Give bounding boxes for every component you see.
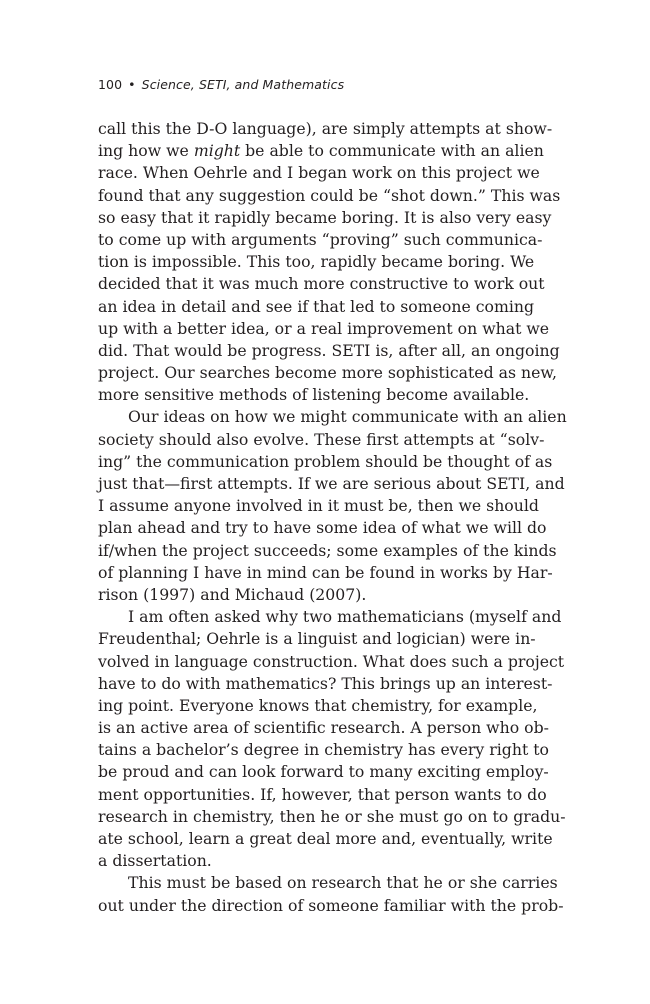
text-line-segment: society should also evolve. These first attempts at “solv- (98, 429, 545, 449)
text-line-segment: tains a bachelor’s degree in chemistry has every right to (98, 740, 549, 760)
text-line-segment: project. Our searches become more sophisticated as new, (98, 363, 557, 383)
text-line (98, 340, 560, 362)
text-line-segment: rison (1997) and Michaud (2007). (98, 584, 367, 604)
text-line-segment: ing how we (98, 141, 194, 161)
text-line-segment: Freudenthal; Oehrle is a linguist and logician) were in- (98, 629, 536, 649)
text-line (98, 185, 561, 207)
text-line-segment: did. That would be progress. SETI is, after all, an ongoing (98, 340, 560, 360)
text-line (98, 828, 553, 850)
text-line (98, 895, 564, 917)
text-line (98, 495, 539, 517)
text-line-segment: ate school, learn a great deal more and, eventually, write (98, 829, 553, 848)
text-line (98, 651, 565, 673)
text-line (98, 628, 536, 650)
text-line (98, 362, 557, 384)
text-line-segment: be able to communicate with an alien (240, 141, 544, 161)
text-line (98, 207, 552, 229)
text-line-segment: out under the direction of someone familiar with the prob- (98, 895, 564, 915)
page-number: 100 (98, 77, 123, 92)
text-line-segment: if/when the project succeeds; some examples of the kinds (98, 540, 557, 560)
text-line (98, 451, 553, 473)
text-line-segment: an idea in detail and see if that led to someone coming (98, 296, 534, 316)
text-line-segment: research in chemistry, then he or she must go on to gradu- (98, 806, 566, 826)
text-line (98, 717, 549, 739)
running-head-title: Science, SETI, and Mathematics (141, 77, 345, 92)
text-line-segment: call this the D-O language), are simply attempts at show- (98, 119, 553, 138)
text-line (98, 806, 566, 828)
text-line (98, 429, 545, 451)
text-line (98, 251, 535, 273)
text-line-segment: ing” the communication problem should be thought of as (98, 451, 553, 471)
running-head-separator: • (128, 77, 136, 92)
text-line (98, 850, 532, 872)
text-line-segment: ing point. Everyone knows that chemistry, for example, (98, 695, 538, 715)
text-line-segment: just that—first attempts. If we are serious about SETI, and (98, 474, 565, 493)
text-line-segment: a dissertation. (98, 851, 212, 871)
text-line-segment: is an active area of scientific research. A person who ob- (98, 718, 549, 738)
text-line (98, 784, 547, 806)
text-line-segment: found that any suggestion could be “shot down.” This was (98, 185, 561, 205)
emphasis-text: might (193, 141, 241, 161)
text-line-segment: decided that it was much more constructive to work out (98, 274, 545, 294)
body-text (98, 118, 567, 917)
text-line-segment: I am often asked why two mathematicians (myself and (128, 607, 562, 627)
text-line-segment: more sensitive methods of listening become available. (98, 385, 530, 405)
text-line-segment: of planning I have in mind can be found in works by Har- (98, 562, 553, 582)
text-line (98, 162, 540, 184)
text-line (98, 384, 532, 406)
running-head (98, 77, 344, 92)
text-line-segment: volved in language construction. What does such a project (98, 651, 565, 671)
text-line (98, 140, 544, 162)
text-line-segment: Our ideas on how we might communicate with an alien (128, 407, 567, 427)
text-line-segment: to come up with arguments “proving” such communica- (98, 229, 543, 249)
text-line (98, 229, 543, 251)
text-line (98, 673, 553, 695)
text-line (98, 872, 558, 894)
text-line (98, 517, 547, 539)
text-line-segment: so easy that it rapidly became boring. It is also very easy (98, 207, 552, 227)
text-line-segment: I assume anyone involved in it must be, then we should (98, 496, 539, 516)
text-line (98, 695, 538, 717)
text-line (98, 473, 565, 495)
text-line-segment: ment opportunities. If, however, that person wants to do (98, 784, 547, 804)
text-line (98, 406, 567, 428)
text-line (98, 296, 532, 318)
text-line (98, 761, 549, 783)
text-line-segment: up with a better idea, or a real improvement on what we (98, 318, 550, 338)
text-line (98, 739, 549, 761)
text-line-segment: have to do with mathematics? This brings up an interest- (98, 673, 553, 693)
text-line-segment: tion is impossible. This too, rapidly became boring. We (98, 252, 535, 272)
text-line (98, 540, 557, 562)
text-line-segment: plan ahead and try to have some idea of what we will do (98, 518, 547, 538)
text-line (98, 606, 562, 628)
text-line (98, 273, 545, 295)
text-line (98, 318, 550, 340)
text-line-segment: This must be based on research that he or she carries (128, 873, 558, 893)
text-line (98, 118, 553, 140)
text-line-segment: be proud and can look forward to many exciting employ- (98, 762, 549, 782)
text-line (98, 584, 532, 606)
text-line-segment: race. When Oehrle and I began work on this project we (98, 163, 540, 183)
text-line (98, 562, 553, 584)
